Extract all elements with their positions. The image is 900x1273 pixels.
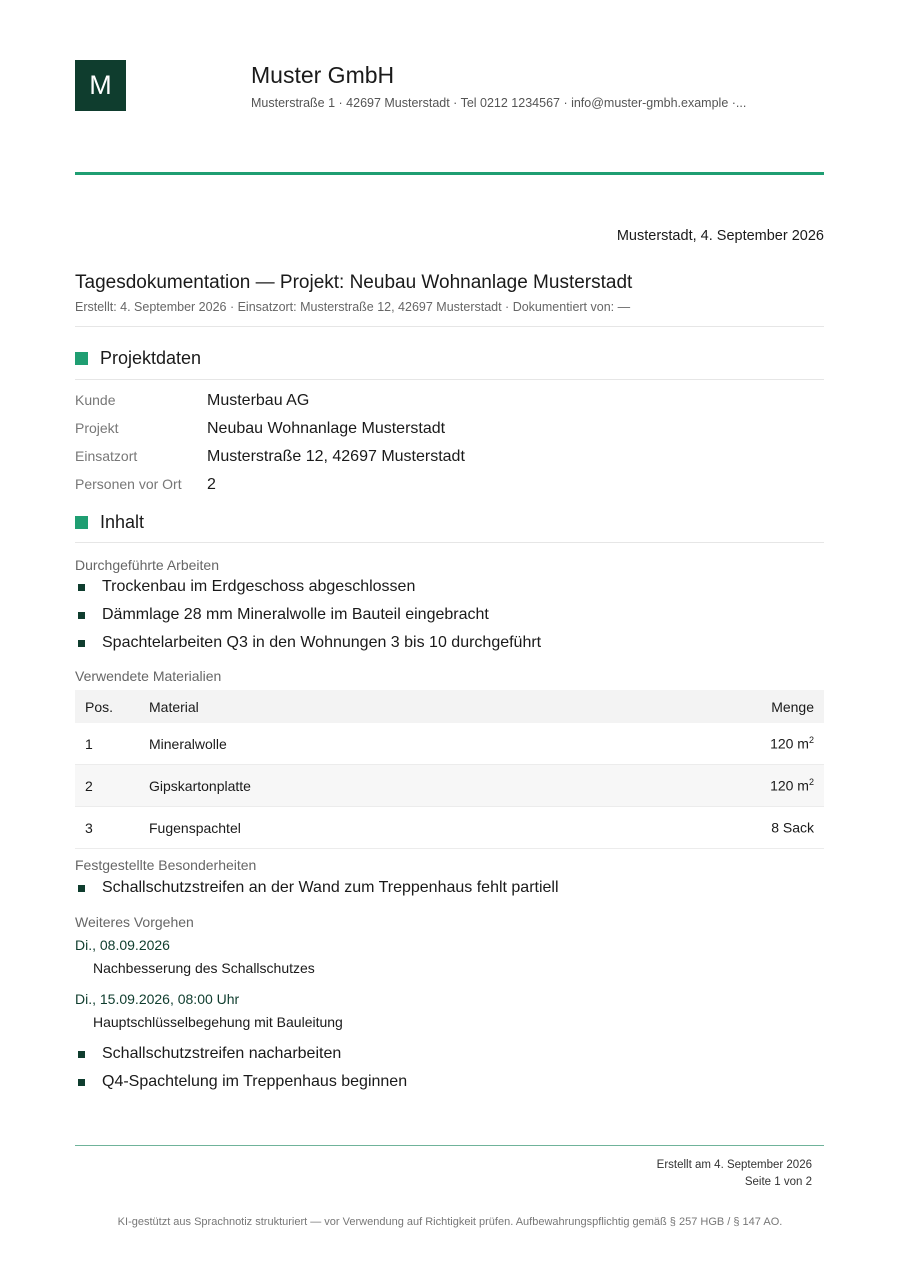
cell-material: Gipskartonplatte <box>139 765 588 807</box>
company-name: Muster GmbH <box>251 62 395 88</box>
section-divider <box>75 379 824 380</box>
cell-material: Mineralwolle <box>139 723 588 765</box>
header-menge: Menge <box>588 690 824 723</box>
footer-page-number: Seite 1 von 2 <box>744 1176 812 1188</box>
table-row <box>75 723 824 765</box>
company-contact-line: Musterstraße 1 · 42697 Musterstadt · Tel 0212 1234567 · info@muster-gmbh.example ·... <box>251 96 747 110</box>
kv-value: Musterstraße 12, 42697 Musterstadt <box>207 448 465 465</box>
header-pos: Pos. <box>75 690 139 723</box>
kv-row-personen <box>75 476 216 494</box>
list-item: Schallschutzstreifen nacharbeiten <box>78 1045 341 1063</box>
bullet-icon <box>78 584 85 591</box>
section-marker-icon <box>75 516 88 529</box>
kv-key: Kunde <box>75 392 116 408</box>
section-title: Inhalt <box>100 512 145 532</box>
section-divider <box>75 542 824 543</box>
list-item: Schallschutzstreifen an der Wand zum Treppenhaus fehlt partiell <box>78 879 559 897</box>
bullet-icon <box>78 1051 85 1058</box>
list-item: Dämmlage 28 mm Mineralwolle im Bauteil eingebracht <box>78 606 489 624</box>
cell-pos: 3 <box>75 807 139 849</box>
table-header-row <box>75 690 824 723</box>
step-date: Di., 08.09.2026 <box>75 937 170 953</box>
cell-material: Fugenspachtel <box>139 807 588 849</box>
list-item: Q4-Spachtelung im Treppenhaus beginnen <box>78 1073 407 1091</box>
document-title: Tagesdokumentation — Projekt: Neubau Wohnanlage Musterstadt <box>75 272 633 293</box>
table-row <box>75 807 824 849</box>
company-logo <box>75 60 126 111</box>
bullet-icon <box>78 612 85 619</box>
cell-pos: 1 <box>75 723 139 765</box>
kv-key: Projekt <box>75 420 119 436</box>
cell-amount: 120 $m^2$ <box>588 765 824 807</box>
materials-table <box>75 690 824 849</box>
logo-letter: M <box>89 70 112 100</box>
section-projektdaten <box>75 348 201 369</box>
header-material: Material <box>139 690 588 723</box>
kv-value: 2 <box>207 476 216 493</box>
cell-pos: 2 <box>75 765 139 807</box>
step-date: Di., 15.09.2026, 08:00 Uhr <box>75 991 240 1007</box>
issues-label: Festgestellte Besonderheiten <box>75 857 257 873</box>
step-description: Hauptschlüsselbegehung mit Bauleitung <box>93 1014 343 1030</box>
next-steps-label: Weiteres Vorgehen <box>75 914 194 930</box>
kv-key: Personen vor Ort <box>75 476 182 492</box>
list-item: Trockenbau im Erdgeschoss abgeschlossen <box>78 578 415 596</box>
bullet-icon <box>78 640 85 647</box>
bullet-icon <box>78 885 85 892</box>
bullet-icon <box>78 1079 85 1086</box>
section-inhalt <box>75 512 144 533</box>
step-description: Nachbesserung des Schallschutzes <box>93 960 315 976</box>
cell-amount: 8 Sack <box>588 807 824 849</box>
header-divider <box>75 172 824 175</box>
section-marker-icon <box>75 352 88 365</box>
list-item: Spachtelarbeiten Q3 in den Wohnungen 3 bis 10 durchgeführt <box>78 634 541 652</box>
kv-key: Einsatzort <box>75 448 138 464</box>
cell-amount: 120 $m^2$ <box>588 723 824 765</box>
section-title: Projektdaten <box>100 348 202 368</box>
footer-divider <box>75 1145 824 1146</box>
document-meta: Erstellt: 4. September 2026 · Einsatzort: Musterstraße 12, 42697 Musterstadt · Dokumentiert von: — <box>75 300 631 314</box>
title-divider <box>75 326 824 327</box>
kv-value: Musterbau AG <box>207 392 310 409</box>
footer-created: Erstellt am 4. September 2026 <box>656 1159 812 1171</box>
kv-row-einsatzort <box>75 448 465 466</box>
kv-row-kunde <box>75 392 309 410</box>
kv-row-projekt <box>75 420 445 438</box>
footer-disclaimer: KI-gestützt aus Sprachnotiz strukturiert — vor Verwendung auf Richtigkeit prüfen. Aufbewahrungspflichtig gemäß § 257 HGB / § 147 AO. <box>117 1216 783 1228</box>
document-date: Musterstadt, 4. September 2026 <box>616 228 824 244</box>
materials-label: Verwendete Materialien <box>75 668 222 684</box>
table-row <box>75 765 824 807</box>
work-label: Durchgeführte Arbeiten <box>75 557 219 573</box>
kv-value: Neubau Wohnanlage Musterstadt <box>207 420 446 437</box>
